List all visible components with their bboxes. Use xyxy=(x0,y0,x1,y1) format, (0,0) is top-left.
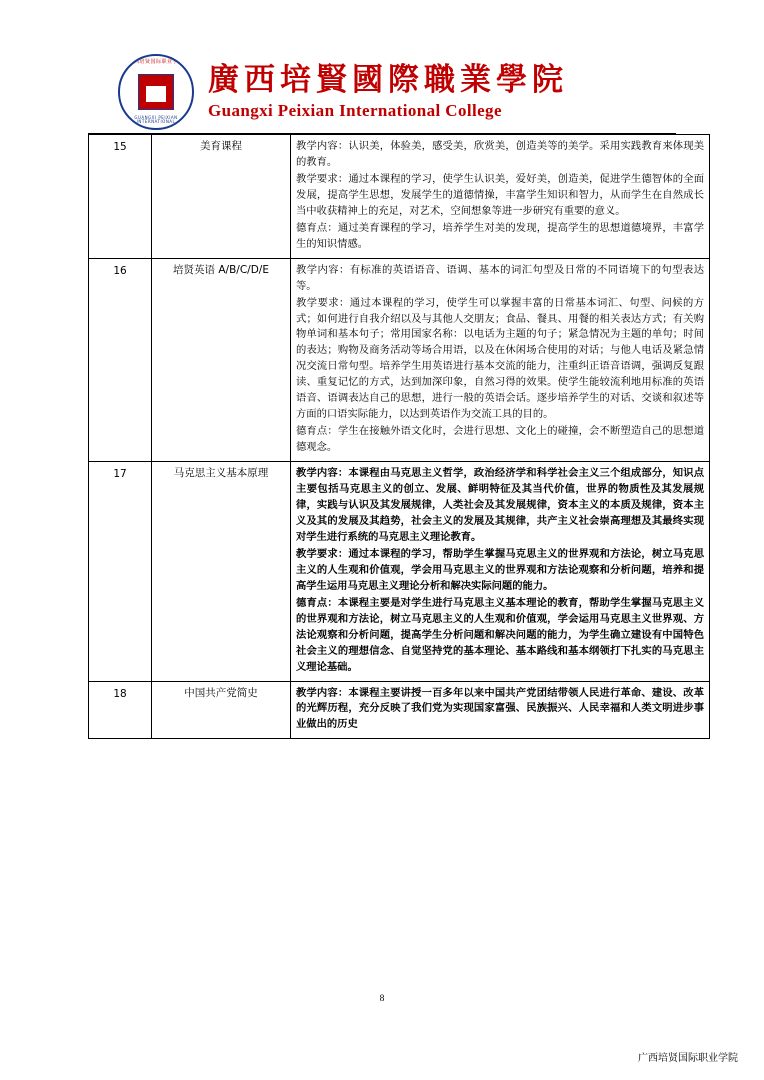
paragraph-text: 本课程主要讲授一百多年以来中国共产党团结带领人民进行革命、建设、改革的光辉历程，充分反映了我们党为实现国家富强、民族振兴、人民幸福和人类文明进步事业做出的历史 xyxy=(296,686,705,731)
course-name: 培贤英语 A/B/C/D/E xyxy=(152,258,291,461)
paragraph-label: 教学内容： xyxy=(296,263,350,276)
description-paragraph xyxy=(296,596,704,676)
paragraph-text: 通过本课程的学习，使学生认识美，爱好美，创造美，促进学生德智体的全面发展，提高学生思想，发展学生的道德情操，丰富学生知识和智力，从而学生在自然成长当中收获精神上的充足，对艺术，空间想象等进一步研究有重要的意义。 xyxy=(296,172,705,217)
row-number: 17 xyxy=(89,462,152,681)
document-header xyxy=(118,52,648,132)
description-paragraph xyxy=(296,296,704,424)
row-number: 15 xyxy=(89,135,152,259)
page-number: 8 xyxy=(379,994,385,1004)
table-row xyxy=(89,135,710,259)
description-paragraph xyxy=(296,139,704,171)
college-name-block xyxy=(208,63,568,121)
paragraph-label: 德育点： xyxy=(296,596,338,609)
college-seal-icon xyxy=(118,54,194,130)
description-paragraph xyxy=(296,172,704,220)
paragraph-text: 通过美育课程的学习，培养学生对美的发现，提高学生的思想道德境界，丰富学生的知识情感。 xyxy=(296,221,705,250)
paragraph-label: 教学内容： xyxy=(296,467,349,480)
paragraph-text: 学生在接触外语文化时，会进行思想、文化上的碰撞，会不断塑造自己的思想道德观念。 xyxy=(296,425,705,454)
course-description xyxy=(291,462,710,681)
paragraph-label: 教学要求： xyxy=(296,172,349,185)
description-paragraph xyxy=(296,547,704,595)
paragraph-text: 本课程主要是对学生进行马克思主义基本理论的教育，帮助学生掌握马克思主义的世界观和方法论，树立马克思主义的人生观和价值观，学会运用马克思主义世界观、方法论观察和分析问题，提高学生分析问题和解决问题的能力，为学生确立建设有中国特色社会主义的理想信念、自觉坚持党的基本理论、基本路线和基本纲领打下扎实的马克思主义理论基础。 xyxy=(296,596,705,673)
college-name-en: Guangxi Peixian International College xyxy=(208,100,502,120)
course-name: 中国共产党简史 xyxy=(152,681,291,739)
paragraph-label: 德育点： xyxy=(296,221,338,234)
paragraph-text: 有标准的英语语音、语调、基本的词汇句型及日常的不同语境下的句型表达等。 xyxy=(296,263,705,292)
paragraph-text: 认识美，体验美，感受美，欣赏美，创造美等的美学。采用实践教育来体现美的教育。 xyxy=(296,140,705,168)
table-row xyxy=(89,462,710,681)
course-name: 美育课程 xyxy=(152,135,291,259)
paragraph-label: 德育点： xyxy=(296,425,338,438)
paragraph-text: 通过本课程的学习，帮助学生掌握马克思主义的世界观和方法论，树立马克思主义的人生观和价值观，学会用马克思主义的世界观和方法论观察和分析问题，培养和提高学生运用马克思主义理论分析和解决实际问题的能力。 xyxy=(296,547,705,592)
description-paragraph xyxy=(296,424,704,456)
paragraph-text: 本课程由马克思主义哲学，政治经济学和科学社会主义三个组成部分，知识点主要包括马克思主义的创立、发展、鲜明特征及其当代价值，世界的物质性及其发展规律，实践与认识及其发展规律，人类社会及其发展规律，资本主义的本质及规律，资本主义及其的发展及其趋势，社会主义的发展及其规律，共产主义社会崇高理想及其最终实现对学生进行系统的马克思主义理论教育。 xyxy=(296,467,705,543)
paragraph-text: 通过本课程的学习，使学生可以掌握丰富的日常基本词汇、句型、问候的方式；如何进行自我介绍以及与其他人交朋友；食品、餐具、用餐的相关表达方式；有关购物单词和基本句子；常用国家名称：以电话为主题的句子；紧急情况为主题的单句；时间的表达；购物及商务活动等场合用语，以及在休闲场合使用的对话；与他人电话及紧急情况交流日常句型。培养学生用英语进行基本交流的能力，注重纠正语音语调，强调反复跟读、重复记忆的方式，达到加深印象，自然习得的效果。使学生能较流利地用标准的英语语音、语调表达自己的思想，进行一般的英语会话。逐步培养学生的对话、交谈和叙述等方面的口语实际能力，以达到英语作为交流工具的目的。 xyxy=(296,296,705,421)
seal-book-icon xyxy=(146,83,166,102)
seal-ring-text-en: GUANGXI PEIXIAN INTERNATIONAL xyxy=(134,115,178,124)
description-paragraph xyxy=(296,686,704,734)
seal-shield-icon xyxy=(138,74,174,110)
table-row xyxy=(89,681,710,739)
description-paragraph xyxy=(296,263,704,295)
course-description xyxy=(291,135,710,259)
paragraph-label: 教学内容： xyxy=(296,140,349,152)
course-description xyxy=(291,258,710,461)
seal-ring-text-cn: 广西培贤国际职业学院 xyxy=(128,59,184,65)
table-body xyxy=(89,135,710,739)
row-number: 18 xyxy=(89,681,152,739)
course-description-table xyxy=(88,134,710,739)
table-row xyxy=(89,258,710,461)
paragraph-label: 教学要求： xyxy=(296,296,350,309)
footer-organization: 广西培贤国际职业学院 xyxy=(638,1053,738,1064)
row-number: 16 xyxy=(89,258,152,461)
paragraph-label: 教学要求： xyxy=(296,547,349,560)
course-name: 马克思主义基本原理 xyxy=(152,462,291,681)
course-description xyxy=(291,681,710,739)
college-name-cn: 廣西培賢國際職業學院 xyxy=(208,61,568,98)
description-paragraph xyxy=(296,466,704,546)
description-paragraph xyxy=(296,221,704,253)
paragraph-label: 教学内容： xyxy=(296,686,349,699)
